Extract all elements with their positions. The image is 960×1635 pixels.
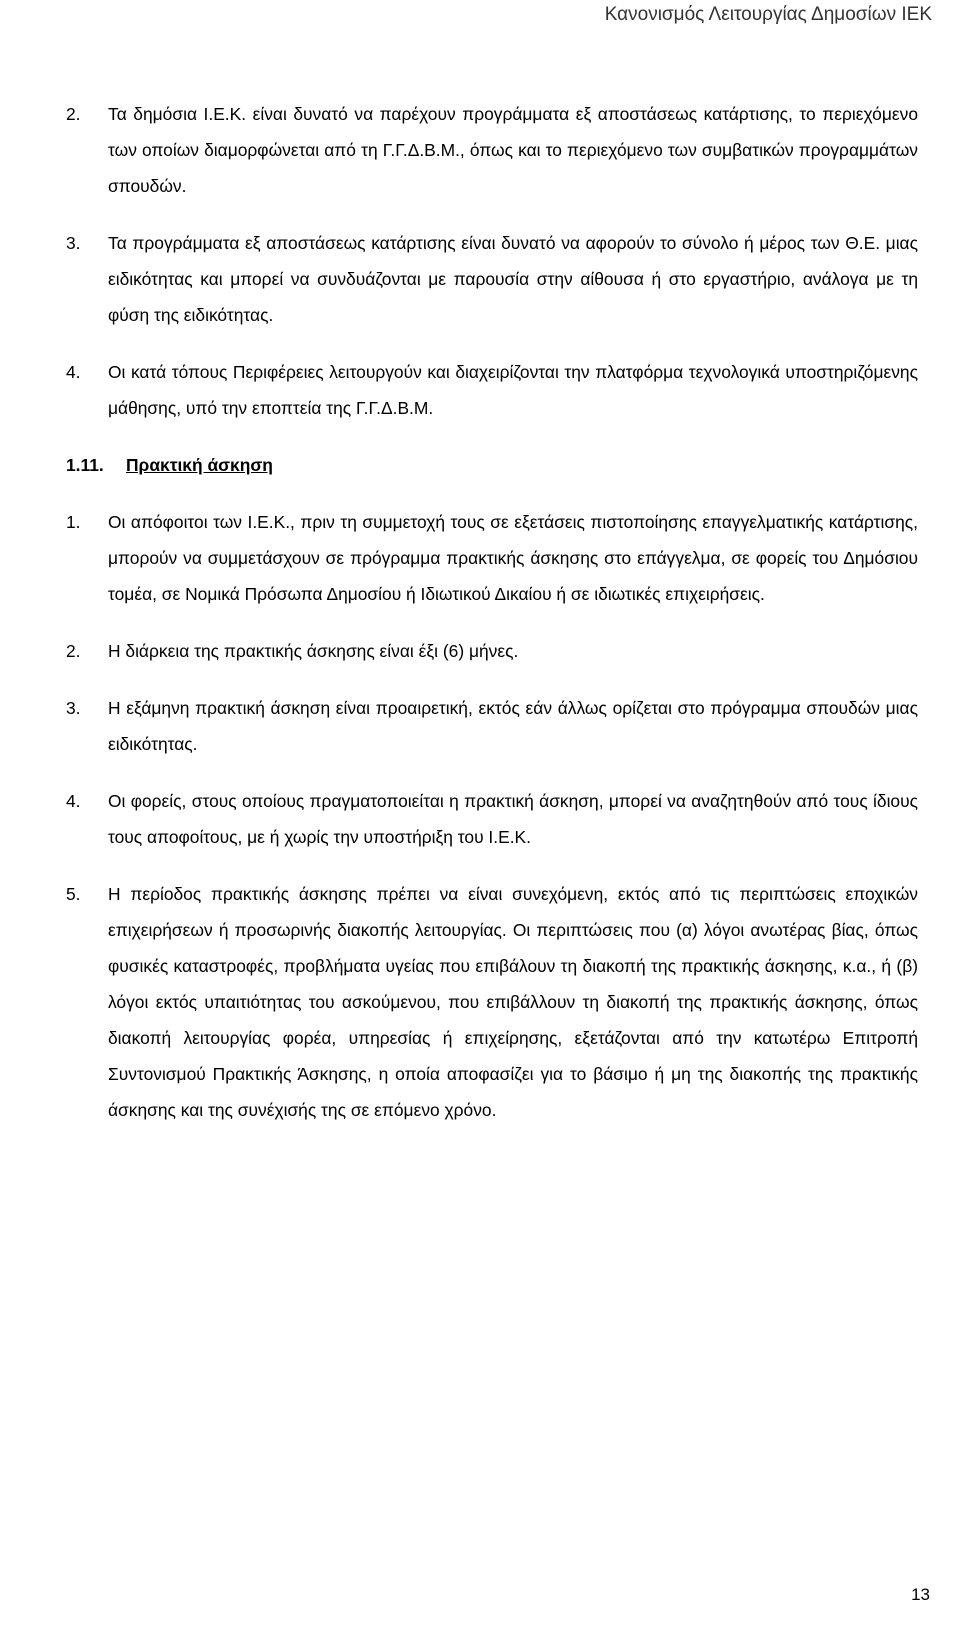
item-text: Τα προγράμματα εξ αποστάσεως κατάρτισης είναι δυνατό να αφορούν το σύνολο ή μέρος των Θ.Ε. μιας ειδικότητας και μπορεί να συνδυάζονται με παρουσία στην αίθουσα ή στο εργαστήριο, ανάλογα με τη φύση της ειδικότητας. xyxy=(108,233,918,325)
list-item xyxy=(66,354,918,426)
item-text: Η εξάμηνη πρακτική άσκηση είναι προαιρετική, εκτός εάν άλλως ορίζεται στο πρόγραμμα σπουδών μιας ειδικότητας. xyxy=(108,698,918,754)
item-number: 4. xyxy=(66,791,81,811)
document-body xyxy=(66,96,918,1128)
item-number: 1. xyxy=(66,512,81,532)
item-number: 5. xyxy=(66,884,81,904)
item-text: Οι κατά τόπους Περιφέρειες λειτουργούν και διαχειρίζονται την πλατφόρμα τεχνολογικά υποστηριζόμενης μάθησης, υπό την εποπτεία της Γ.Γ.Δ.Β.Μ. xyxy=(108,362,918,418)
list-item xyxy=(66,225,918,333)
item-text: Η διάρκεια της πρακτικής άσκησης είναι έξι (6) μήνες. xyxy=(108,641,519,661)
list-item xyxy=(66,96,918,204)
list-item xyxy=(66,783,918,855)
section-number: 1.11. xyxy=(66,455,104,475)
item-number: 3. xyxy=(66,233,81,253)
list-item xyxy=(66,633,918,669)
item-text: Τα δημόσια Ι.Ε.Κ. είναι δυνατό να παρέχουν προγράμματα εξ αποστάσεως κατάρτισης, το περιεχόμενο των οποίων διαμορφώνεται από τη Γ.Γ.Δ.Β.Μ., όπως και το περιεχόμενο των συμβατικών προγραμμάτων σπουδών. xyxy=(108,104,918,196)
item-number: 2. xyxy=(66,104,81,124)
item-text: Οι φορείς, στους οποίους πραγματοποιείται η πρακτική άσκηση, μπορεί να αναζητηθούν από τους ίδιους τους αποφοίτους, με ή χωρίς την υποστήριξη του Ι.Ε.Κ. xyxy=(108,791,918,847)
item-text: Η περίοδος πρακτικής άσκησης πρέπει να είναι συνεχόμενη, εκτός από τις περιπτώσεις εποχικών επιχειρήσεων ή προσωρινής διακοπής λειτουργίας. Οι περιπτώσεις που (α) λόγοι ανωτέρας βίας, όπως φυσικές καταστροφές, προβλήματα υγείας που επιβάλουν τη διακοπή της πρακτικής άσκησης, κ.α., ή (β) λόγοι εκτός υπαιτιότητας του ασκούμενου, που επιβάλλουν τη διακοπή της πρακτικής άσκησης, όπως διακοπή λειτουργίας φορέα, υπηρεσίας ή επιχείρησης, εξετάζονται από την κατωτέρω Επιτροπή Συντονισμού Πρακτικής Άσκησης, η οποία αποφασίζει για το βάσιμο ή μη της διακοπής της πρακτικής άσκησης και της συνέχισής της σε επόμενο χρόνο. xyxy=(108,884,918,1120)
list-item xyxy=(66,876,918,1128)
item-text: Οι απόφοιτοι των Ι.Ε.Κ., πριν τη συμμετοχή τους σε εξετάσεις πιστοποίησης επαγγελματικής κατάρτισης, μπορούν να συμμετάσχουν σε πρόγραμμα πρακτικής άσκησης στο επάγγελμα, σε φορείς του Δημόσιου τομέα, σε Νομικά Πρόσωπα Δημοσίου ή Ιδιωτικού Δικαίου ή σε ιδιωτικές επιχειρήσεις. xyxy=(108,512,918,604)
page-number: 13 xyxy=(911,1585,930,1604)
section-title: Πρακτική άσκηση xyxy=(126,455,273,475)
section-heading xyxy=(66,447,918,483)
running-header: Κανονισμός Λειτουργίας Δημοσίων ΙΕΚ xyxy=(604,4,932,25)
list-item xyxy=(66,690,918,762)
item-number: 3. xyxy=(66,698,81,718)
item-number: 4. xyxy=(66,362,81,382)
list-item xyxy=(66,504,918,612)
item-number: 2. xyxy=(66,641,81,661)
